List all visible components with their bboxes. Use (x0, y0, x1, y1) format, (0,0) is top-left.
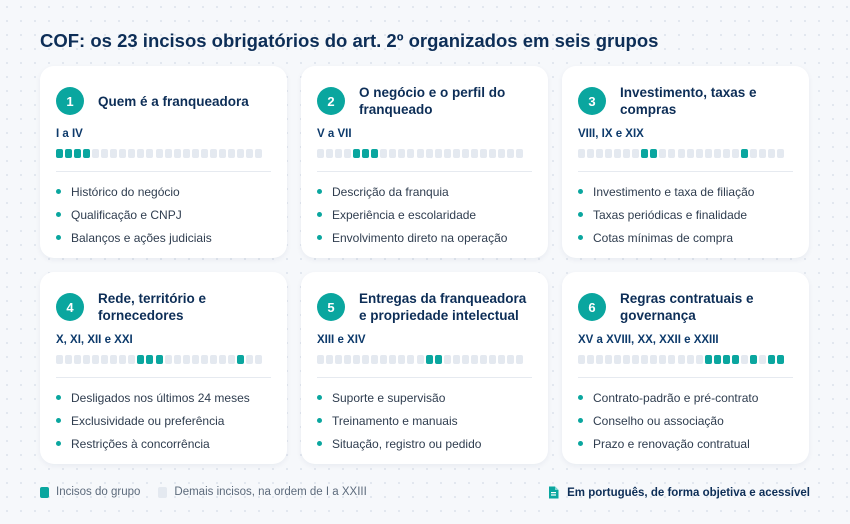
topic-item (317, 386, 532, 409)
inciso-segment (687, 149, 694, 158)
inciso-segment-active (723, 355, 730, 364)
inciso-segment (74, 355, 81, 364)
inciso-segment (156, 149, 163, 158)
inciso-segment (462, 355, 469, 364)
document-icon (548, 486, 559, 499)
inciso-segment (255, 355, 262, 364)
inciso-segment (246, 149, 253, 158)
group-number-badge: 6 (578, 293, 606, 321)
inciso-bar (578, 149, 793, 158)
inciso-segment (101, 149, 108, 158)
bullet-icon (317, 235, 322, 240)
inciso-segment (714, 149, 721, 158)
topic-list (56, 386, 271, 455)
topic-label: Situação, registro ou pedido (332, 436, 482, 451)
inciso-segment (92, 149, 99, 158)
bullet-icon (317, 189, 322, 194)
topic-item (578, 226, 793, 249)
inciso-segment (83, 355, 90, 364)
bullet-icon (578, 441, 583, 446)
inciso-segment-active (56, 149, 63, 158)
inciso-segment (480, 149, 487, 158)
inciso-segment (659, 355, 666, 364)
inciso-segment (165, 149, 172, 158)
inciso-segment (192, 149, 199, 158)
topic-item (56, 226, 271, 249)
inciso-segment (641, 355, 648, 364)
topic-label: Descrição da franquia (332, 184, 449, 199)
inciso-segment-active (768, 355, 775, 364)
inciso-segment (219, 355, 226, 364)
inciso-segment (344, 149, 351, 158)
bullet-icon (578, 212, 583, 217)
inciso-segment (741, 355, 748, 364)
topic-label: Balanços e ações judiciais (71, 230, 212, 245)
bullet-icon (578, 395, 583, 400)
inciso-segment (507, 355, 514, 364)
divider (56, 377, 271, 378)
group-card-1 (40, 66, 287, 258)
group-number-badge: 2 (317, 87, 345, 115)
inciso-range: X, XI, XII e XXI (56, 334, 133, 346)
topic-label: Contrato-padrão e pré-contrato (593, 390, 759, 405)
inciso-segment (119, 149, 126, 158)
inciso-segment-active (705, 355, 712, 364)
inciso-segment-active (137, 355, 144, 364)
inciso-segment (210, 149, 217, 158)
inciso-segment-active (237, 355, 244, 364)
inciso-segment (426, 149, 433, 158)
inciso-segment (92, 355, 99, 364)
group-title: Entregas da franqueadora e propriedade intelectual (359, 291, 527, 323)
inciso-segment (623, 355, 630, 364)
inciso-segment (183, 149, 190, 158)
inciso-range: XIII e XIV (317, 334, 366, 346)
inciso-segment (489, 149, 496, 158)
inciso-segment (174, 355, 181, 364)
inciso-segment (614, 355, 621, 364)
inciso-segment (326, 149, 333, 158)
divider (578, 171, 793, 172)
inciso-segment (174, 149, 181, 158)
inciso-segment (650, 355, 657, 364)
divider (578, 377, 793, 378)
inciso-segment (498, 355, 505, 364)
group-card-5 (301, 272, 548, 464)
inciso-segment-active (371, 149, 378, 158)
inciso-segment (326, 355, 333, 364)
inciso-segment (119, 355, 126, 364)
bullet-icon (317, 418, 322, 423)
inciso-segment (165, 355, 172, 364)
topic-label: Histórico do negócio (71, 184, 180, 199)
inciso-segment-active (435, 355, 442, 364)
topic-item (317, 409, 532, 432)
topic-item (578, 409, 793, 432)
topic-item (317, 180, 532, 203)
bullet-icon (317, 212, 322, 217)
group-card-6 (562, 272, 809, 464)
inciso-segment (201, 149, 208, 158)
topic-item (56, 180, 271, 203)
inciso-segment (210, 355, 217, 364)
inciso-segment (389, 149, 396, 158)
inciso-segment (453, 355, 460, 364)
divider (56, 171, 271, 172)
inciso-segment (596, 355, 603, 364)
inciso-segment-active (83, 149, 90, 158)
inciso-segment (578, 149, 585, 158)
groups-grid (40, 66, 809, 464)
inciso-segment (453, 149, 460, 158)
inciso-segment (678, 355, 685, 364)
inciso-segment (335, 355, 342, 364)
divider (317, 171, 532, 172)
inciso-segment (101, 355, 108, 364)
bullet-icon (56, 441, 61, 446)
inciso-segment (344, 355, 351, 364)
legend-inactive-swatch (158, 487, 167, 498)
inciso-segment (137, 149, 144, 158)
topic-label: Cotas mínimas de compra (593, 230, 734, 245)
inciso-segment (389, 355, 396, 364)
inciso-segment (335, 149, 342, 158)
topic-label: Investimento e taxa de filiação (593, 184, 755, 199)
legend (40, 486, 367, 498)
inciso-segment (659, 149, 666, 158)
inciso-segment (498, 149, 505, 158)
inciso-segment (668, 149, 675, 158)
group-title: Rede, território e fornecedores (98, 291, 207, 323)
topic-label: Conselho ou associação (593, 413, 724, 428)
inciso-segment (614, 149, 621, 158)
inciso-segment-active (750, 355, 757, 364)
inciso-segment-active (362, 149, 369, 158)
inciso-segment (596, 149, 603, 158)
inciso-segment (128, 149, 135, 158)
inciso-segment (371, 355, 378, 364)
inciso-segment-active (65, 149, 72, 158)
inciso-segment (183, 355, 190, 364)
group-header (578, 290, 793, 324)
inciso-segment (587, 355, 594, 364)
inciso-segment (407, 355, 414, 364)
topic-label: Envolvimento direto na operação (332, 230, 508, 245)
inciso-segment (398, 355, 405, 364)
inciso-segment-active (353, 149, 360, 158)
inciso-range: I a IV (56, 128, 83, 140)
group-card-2 (301, 66, 548, 258)
inciso-segment-active (426, 355, 433, 364)
topic-item (56, 386, 271, 409)
inciso-range: VIII, IX e XIX (578, 128, 644, 140)
group-number-badge: 5 (317, 293, 345, 321)
group-card-4 (40, 272, 287, 464)
inciso-segment (110, 149, 117, 158)
group-header (578, 84, 793, 118)
topic-item (578, 386, 793, 409)
inciso-segment (146, 149, 153, 158)
inciso-segment (201, 355, 208, 364)
inciso-segment (362, 355, 369, 364)
topic-item (578, 432, 793, 455)
topic-item (56, 432, 271, 455)
legend-inactive-label: Demais incisos, na ordem de I a XXIII (174, 486, 367, 498)
inciso-segment-active (74, 149, 81, 158)
topic-item (317, 432, 532, 455)
inciso-segment (489, 355, 496, 364)
inciso-segment-active (714, 355, 721, 364)
inciso-segment (110, 355, 117, 364)
topic-list (578, 386, 793, 455)
inciso-range: V a VII (317, 128, 352, 140)
topic-item (317, 226, 532, 249)
topic-list (317, 180, 532, 249)
inciso-segment (759, 149, 766, 158)
inciso-segment (623, 149, 630, 158)
inciso-segment (759, 355, 766, 364)
topic-label: Exclusividade ou preferência (71, 413, 225, 428)
bullet-icon (56, 212, 61, 217)
topic-label: Qualificação e CNPJ (71, 207, 182, 222)
inciso-segment (317, 355, 324, 364)
inciso-segment-active (146, 355, 153, 364)
topic-label: Desligados nos últimos 24 meses (71, 390, 250, 405)
inciso-segment (516, 149, 523, 158)
topic-list (56, 180, 271, 249)
topic-item (317, 203, 532, 226)
bullet-icon (56, 395, 61, 400)
inciso-segment (380, 149, 387, 158)
inciso-segment (605, 149, 612, 158)
topic-item (578, 203, 793, 226)
inciso-segment (471, 355, 478, 364)
inciso-segment (605, 355, 612, 364)
bullet-icon (578, 235, 583, 240)
inciso-segment (507, 149, 514, 158)
inciso-segment-active (741, 149, 748, 158)
inciso-segment (678, 149, 685, 158)
inciso-bar (317, 355, 532, 364)
group-title: Regras contratuais e governança (620, 291, 754, 323)
group-number-badge: 3 (578, 87, 606, 115)
bullet-icon (317, 441, 322, 446)
inciso-segment (317, 149, 324, 158)
inciso-segment (380, 355, 387, 364)
topic-label: Suporte e supervisão (332, 390, 446, 405)
language-note (548, 486, 810, 499)
inciso-segment (417, 149, 424, 158)
bullet-icon (56, 235, 61, 240)
inciso-segment (462, 149, 469, 158)
group-title: Investimento, taxas e compras (620, 85, 757, 117)
inciso-segment (696, 149, 703, 158)
group-card-3 (562, 66, 809, 258)
inciso-segment (632, 355, 639, 364)
inciso-segment (237, 149, 244, 158)
inciso-segment (435, 149, 442, 158)
inciso-segment-active (777, 355, 784, 364)
inciso-segment (407, 149, 414, 158)
topic-label: Treinamento e manuais (332, 413, 458, 428)
inciso-segment (687, 355, 694, 364)
inciso-segment-active (650, 149, 657, 158)
group-header (317, 84, 532, 118)
group-number-badge: 1 (56, 87, 84, 115)
topic-item (578, 180, 793, 203)
inciso-segment (578, 355, 585, 364)
inciso-segment-active (641, 149, 648, 158)
page-title: COF: os 23 incisos obrigatórios do art. 2º organizados em seis grupos (40, 30, 659, 51)
inciso-segment (255, 149, 262, 158)
inciso-bar (56, 355, 271, 364)
group-number-badge: 4 (56, 293, 84, 321)
inciso-segment (192, 355, 199, 364)
inciso-bar (317, 149, 532, 158)
inciso-segment-active (732, 355, 739, 364)
inciso-segment (228, 355, 235, 364)
topic-label: Prazo e renovação contratual (593, 436, 750, 451)
group-header (317, 290, 532, 324)
inciso-segment (56, 355, 63, 364)
group-header (56, 290, 271, 324)
topic-label: Restrições à concorrência (71, 436, 210, 451)
topic-item (56, 409, 271, 432)
inciso-bar (578, 355, 793, 364)
inciso-segment (444, 355, 451, 364)
inciso-segment (398, 149, 405, 158)
inciso-range: XV a XVIII, XX, XXII e XXIII (578, 334, 719, 346)
topic-list (578, 180, 793, 249)
inciso-segment (471, 149, 478, 158)
legend-active-label: Incisos do grupo (56, 486, 141, 498)
inciso-segment (587, 149, 594, 158)
inciso-segment (696, 355, 703, 364)
inciso-segment (705, 149, 712, 158)
inciso-segment (732, 149, 739, 158)
bullet-icon (578, 189, 583, 194)
inciso-segment (228, 149, 235, 158)
language-note-text: Em português, de forma objetiva e acessível (567, 486, 810, 499)
inciso-segment (353, 355, 360, 364)
inciso-segment (65, 355, 72, 364)
inciso-segment (768, 149, 775, 158)
inciso-segment (246, 355, 253, 364)
inciso-segment (417, 355, 424, 364)
bullet-icon (56, 189, 61, 194)
inciso-segment (480, 355, 487, 364)
inciso-segment (632, 149, 639, 158)
inciso-bar (56, 149, 271, 158)
inciso-segment (128, 355, 135, 364)
bullet-icon (56, 418, 61, 423)
inciso-segment (668, 355, 675, 364)
bullet-icon (578, 418, 583, 423)
inciso-segment (777, 149, 784, 158)
group-title: O negócio e o perfil do franqueado (359, 85, 506, 117)
inciso-segment-active (156, 355, 163, 364)
topic-item (56, 203, 271, 226)
divider (317, 377, 532, 378)
inciso-segment (723, 149, 730, 158)
bullet-icon (317, 395, 322, 400)
topic-list (317, 386, 532, 455)
group-title: Quem é a franqueadora (98, 93, 249, 109)
topic-label: Taxas periódicas e finalidade (593, 207, 748, 222)
inciso-segment (444, 149, 451, 158)
legend-active-swatch (40, 487, 49, 498)
topic-label: Experiência e escolaridade (332, 207, 477, 222)
inciso-segment (750, 149, 757, 158)
group-header (56, 84, 271, 118)
inciso-segment (219, 149, 226, 158)
inciso-segment (516, 355, 523, 364)
